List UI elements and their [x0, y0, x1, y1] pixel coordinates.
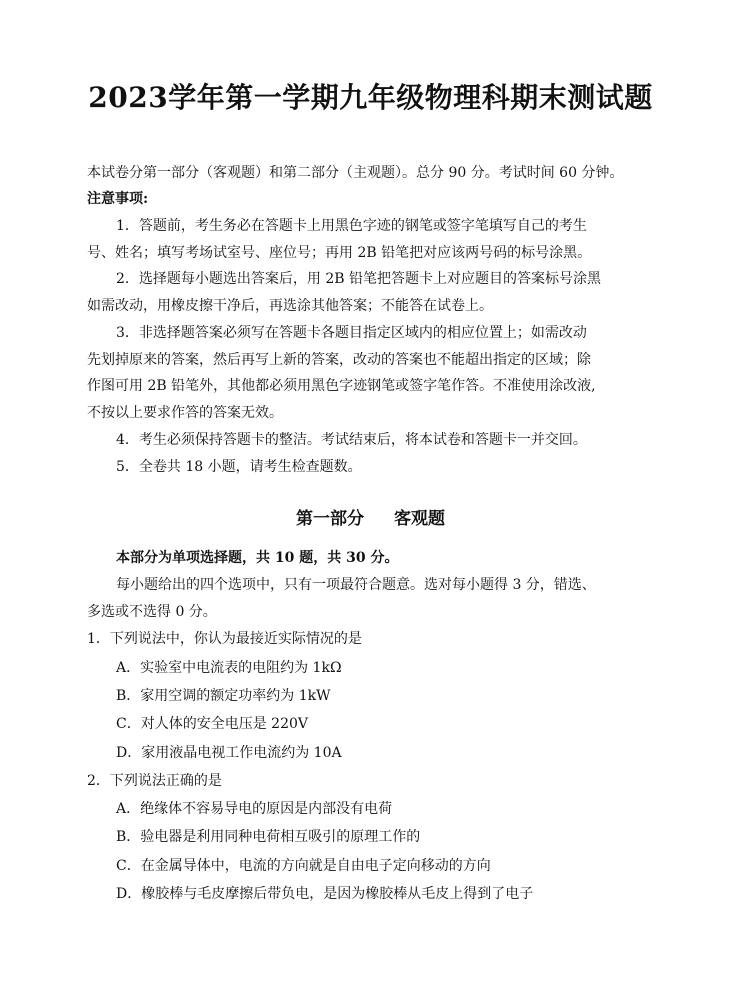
question-option: A．实验室中电流表的电阻约为 1kΩ	[116, 660, 342, 676]
notice-line: 先划掉原来的答案，然后再写上新的答案，改动的答案也不能超出指定的区域；除	[87, 352, 591, 368]
notice-line: 5．全卷共 18 小题，请考生检查题数。	[116, 459, 362, 475]
question-option: D．橡胶棒与毛皮摩擦后带负电，是因为橡胶棒从毛皮上得到了电子	[116, 886, 534, 902]
notice-line: 3．非选择题答案必须写在答题卡各题目指定区域内的相应位置上；如需改动	[116, 325, 587, 341]
section-part: 第一部分	[296, 509, 364, 529]
question-option: A．绝缘体不容易导电的原因是内部没有电荷	[116, 801, 393, 817]
section-rules: 每小题给出的四个选项中，只有一项最符合题意。选对每小题得 3 分，错选、	[116, 577, 596, 593]
question-stem: 2．下列说法正确的是	[87, 773, 222, 789]
notice-line: 作图可用 2B 铅笔外，其他都必须用黑色字迹钢笔或签字笔作答。不准使用涂改液,	[87, 378, 596, 394]
notice-line: 1．答题前，考生务必在答题卡上用黑色字迹的钢笔或签字笔填写自己的考生	[116, 218, 587, 234]
section-rules: 多选或不选得 0 分。	[87, 604, 217, 620]
question-stem: 1．下列说法中，你认为最接近实际情况的是	[87, 631, 362, 647]
question-option: C．对人体的安全电压是 220V	[116, 716, 308, 732]
notice-heading: 注意事项:	[87, 191, 149, 207]
notice-line: 2．选择题每小题选出答案后，用 2B 铅笔把答题卡上对应题目的答案标号涂黑	[116, 271, 602, 287]
exam-intro: 本试卷分第一部分（客观题）和第二部分（主观题）。总分 90 分。考试时间 60 分钟。	[87, 165, 624, 181]
notice-line: 号、姓名；填写考场试室号、座位号；再用 2B 铅笔把对应该两号码的标号涂黑。	[87, 245, 592, 261]
notice-line: 4．考生必须保持答题卡的整洁。考试结束后，将本试卷和答题卡一并交回。	[116, 432, 587, 448]
notice-line: 不按以上要求作答的答案无效。	[87, 405, 283, 421]
question-option: C．在金属导体中，电流的方向就是自由电子定向移动的方向	[116, 858, 491, 874]
question-option: B．验电器是利用同种电荷相互吸引的原理工作的	[116, 829, 421, 845]
notice-line: 如需改动，用橡皮擦干净后，再选涂其他答案；不能答在试卷上。	[87, 298, 493, 314]
section-name: 客观题	[394, 509, 445, 529]
exam-title: 2023学年第一学期九年级物理科期末测试题	[88, 81, 653, 114]
section-summary: 本部分为单项选择题，共 10 题，共 30 分。	[116, 550, 399, 566]
section-heading	[0, 507, 741, 531]
question-option: D．家用液晶电视工作电流约为 10A	[116, 745, 342, 761]
question-option: B．家用空调的额定功率约为 1kW	[116, 688, 331, 704]
